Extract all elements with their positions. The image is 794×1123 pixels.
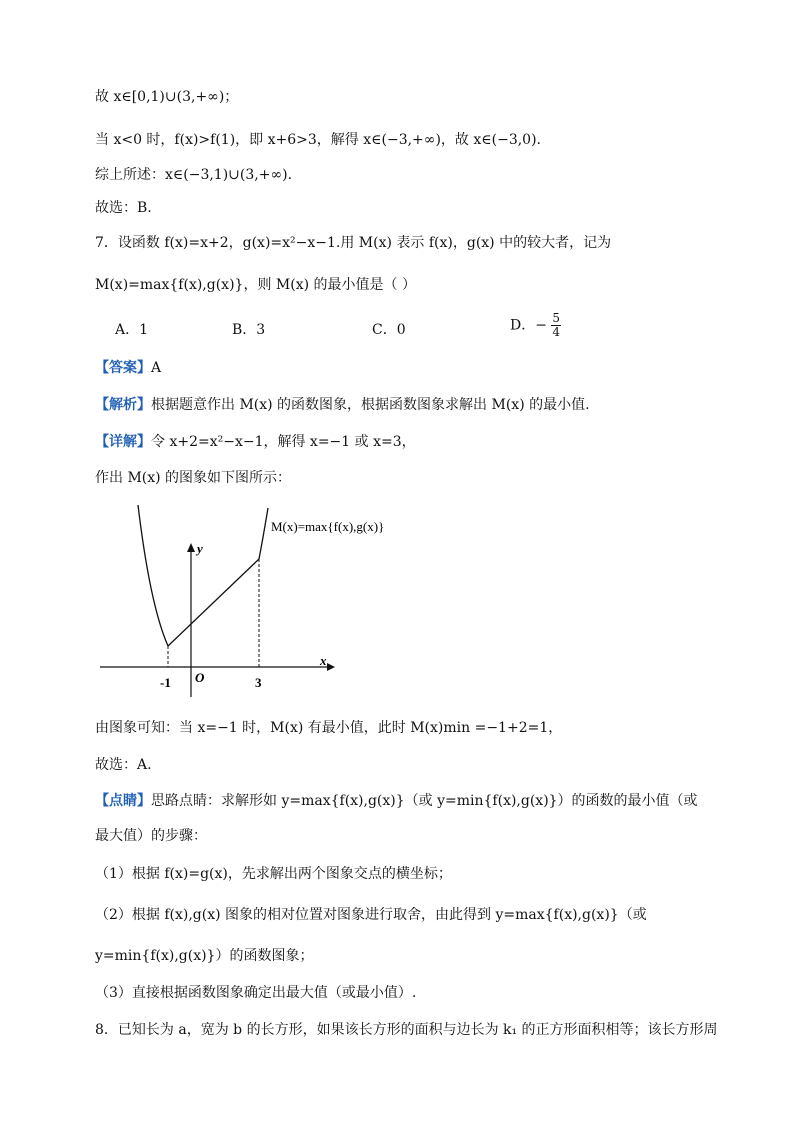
y-axis-arrow (187, 543, 195, 552)
option-d-denominator: 4 (552, 325, 561, 339)
question-7-line-2: M(x)=max{f(x),g(x)}，则 M(x) 的最小值是（ ） (95, 277, 416, 293)
option-b: B．3 (232, 322, 266, 338)
detail-line (95, 432, 416, 452)
question-7-line-1: 7．设函数 f(x)=x+2，g(x)=x²−x−1.用 M(x) 表示 f(x)，g(x) 中的较大者，记为 (95, 235, 612, 251)
graph-label: M(x)=max{f(x),g(x)} (271, 519, 385, 534)
detail-text: 令 x+2=x²−x−1，解得 x=−1 或 x=3， (151, 434, 416, 450)
detail-draw-line: 作出 M(x) 的图象如下图所示： (95, 470, 292, 486)
detail-conclusion: 由图象可知：当 x=−1 时，M(x) 有最小值，此时 M(x)min =−1+2=1， (95, 720, 563, 736)
tick-label-3: 3 (255, 675, 262, 690)
line-1: 故 x∈[0,1)∪(3,+∞)； (95, 89, 239, 105)
line-3: 综上所述：x∈(−3,1)∪(3,+∞). (95, 167, 293, 183)
option-d-numerator: 5 (552, 311, 561, 325)
analysis-line (95, 395, 590, 415)
tips-step-2: （2）根据 f(x),g(x) 图象的相对位置对图象进行取舍，由此得到 y=max{f(x),g(x)}（或 (95, 907, 647, 923)
detail-choose: 故选：A. (95, 757, 152, 773)
option-a: A．1 (115, 322, 149, 338)
analysis-text: 根据题意作出 M(x) 的函数图象，根据函数图象求解出 M(x) 的最小值. (151, 397, 590, 413)
option-d-fraction (551, 312, 561, 339)
answer-tag: 【答案】 (95, 360, 151, 376)
tips-line-1 (95, 791, 698, 811)
x-axis-label: x (320, 653, 327, 668)
tips-tag: 【点睛】 (95, 793, 151, 809)
line-4: 故选：B. (95, 200, 152, 216)
option-c: C．0 (372, 322, 406, 338)
answer-line (95, 358, 161, 378)
tips-step-2-cont: y=min{f(x),g(x)}）的函数图象； (95, 948, 314, 964)
tick-label-neg1: -1 (160, 675, 171, 690)
analysis-tag: 【解析】 (95, 397, 151, 413)
option-d (510, 312, 561, 339)
left-parabola-branch (138, 505, 168, 646)
y-axis-label: y (197, 541, 203, 556)
tips-line-2: 最大值）的步骤： (95, 828, 207, 844)
origin-label: O (195, 670, 205, 685)
right-parabola-branch (259, 508, 268, 559)
middle-line-segment (168, 559, 259, 646)
line-2: 当 x<0 时，f(x)>f(1)，即 x+6>3，解得 x∈(−3,+∞)，故 x∈(−3,0). (95, 132, 541, 148)
answer-text: A (151, 360, 162, 376)
question-8: 8．已知长为 a，宽为 b 的长方形，如果该长方形的面积与边长为 k₁ 的正方形面积相等；该长方形周 (95, 1022, 718, 1038)
detail-tag: 【详解】 (95, 434, 151, 450)
tips-step-3: （3）直接根据函数图象确定出最大值（或最小值）. (95, 985, 417, 1001)
function-graph (95, 500, 385, 705)
x-axis-arrow (327, 663, 335, 671)
tips-step-1: （1）根据 f(x)=g(x)，先求解出两个图象交点的横坐标； (95, 866, 452, 882)
tips-text-1: 思路点睛：求解形如 y=max{f(x),g(x)}（或 y=min{f(x),g(x)}）的函数的最小值（或 (151, 793, 698, 809)
option-d-prefix: D．− (510, 317, 547, 334)
